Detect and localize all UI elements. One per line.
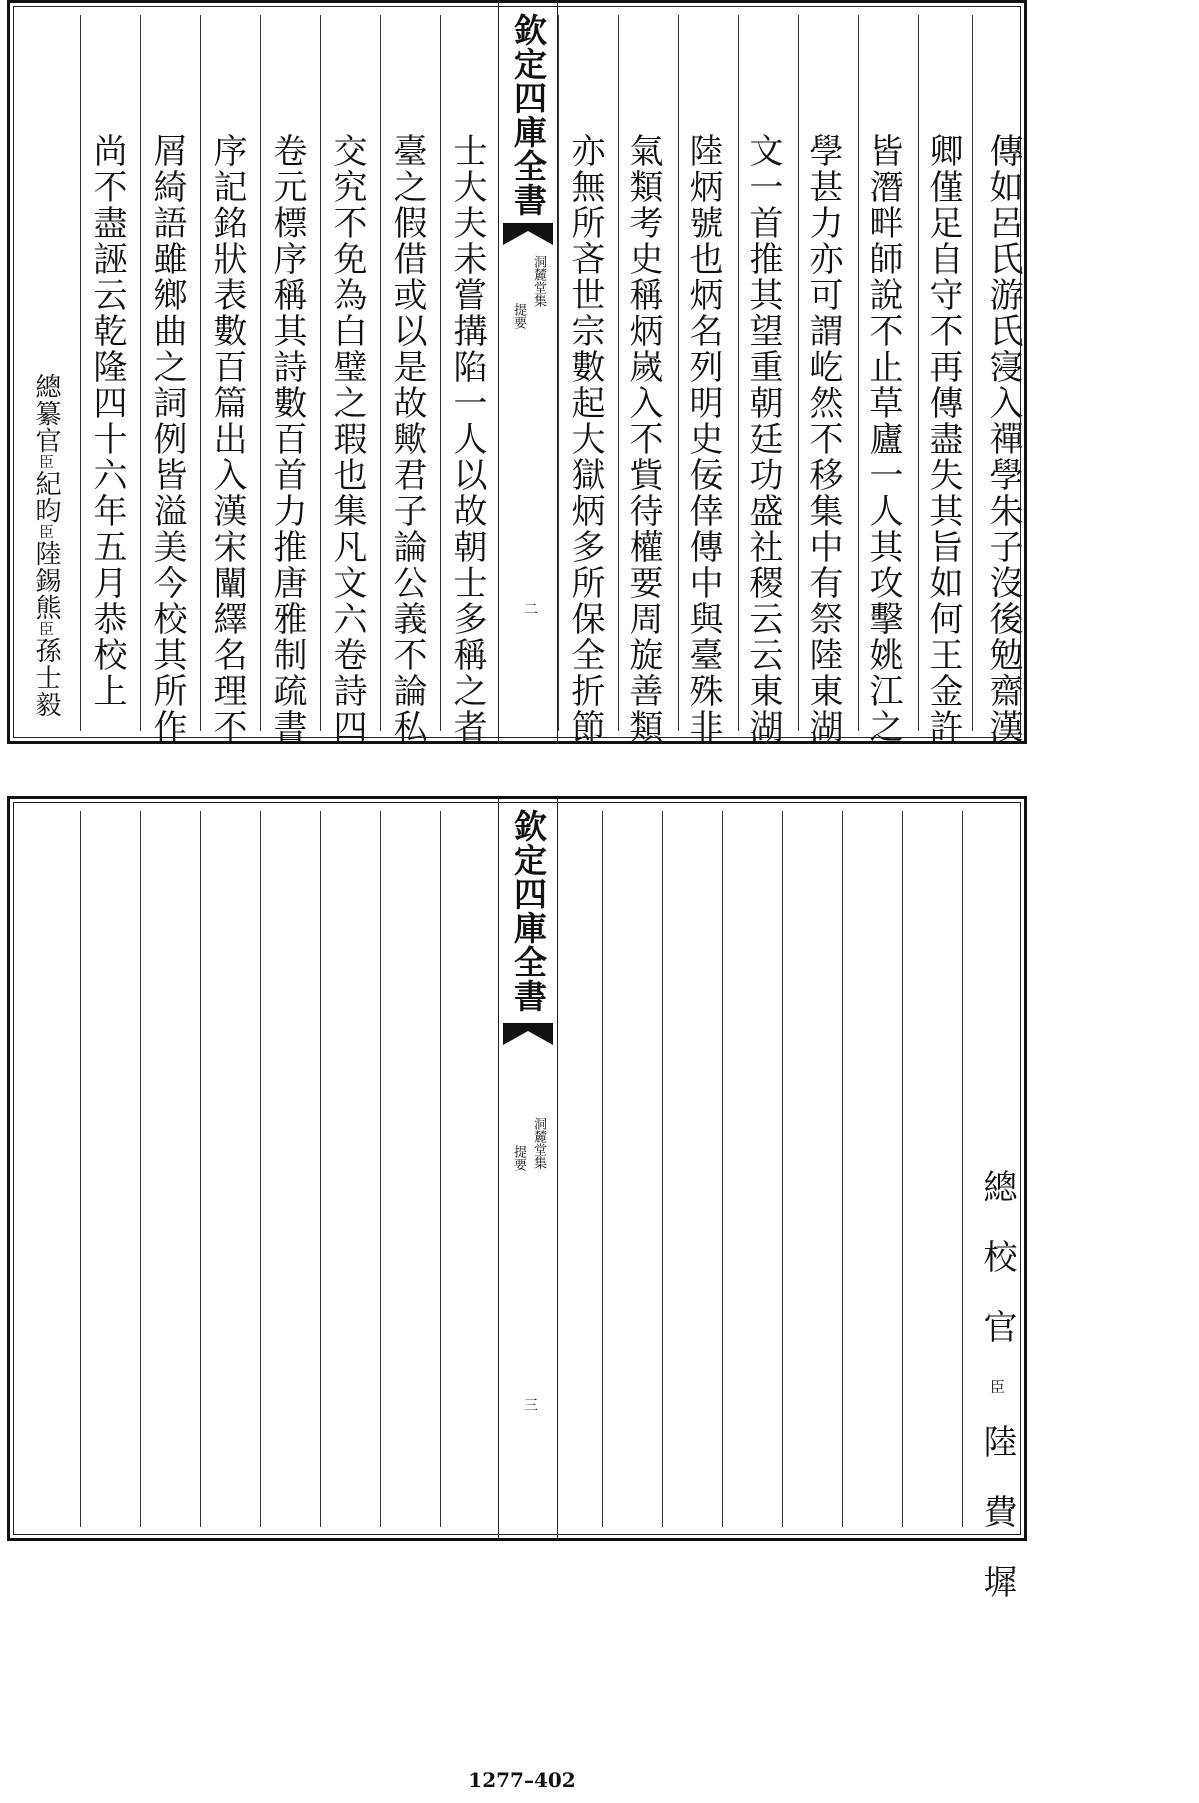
text-column: 臺之假借或以是故歟君子論公義不論私	[387, 133, 427, 745]
column-rule	[200, 15, 201, 731]
column-rule	[962, 811, 963, 1527]
signature-name: 陸費墀	[977, 1424, 1017, 1634]
signature-name: 陸錫熊	[31, 540, 61, 621]
text-column: 文一首推其望重朝廷功盛社稷云云東湖	[743, 133, 783, 745]
column-rule	[558, 15, 559, 731]
column-rule	[782, 811, 783, 1527]
text-column: 氣類考史稱炳嵗入不貲待權要周旋善類	[623, 133, 663, 745]
column-rule	[260, 811, 261, 1527]
column-rule	[320, 811, 321, 1527]
text-column: 交究不免為白璧之瑕也集凡文六卷詩四	[327, 133, 367, 745]
text-column: 尚不盡誣云乾隆四十六年五月恭校上	[87, 133, 127, 709]
column-rule	[662, 811, 663, 1527]
text-column: 學甚力亦可謂屹然不移集中有祭陸東湖	[803, 133, 843, 745]
column-rule	[722, 811, 723, 1527]
text-column: 序記銘狀表數百篇出入漢宋闡繹名理不	[207, 133, 247, 745]
column-rule	[320, 15, 321, 731]
column-rule	[260, 15, 261, 731]
chen-mark: 臣	[988, 1379, 1006, 1424]
column-rule	[140, 15, 141, 731]
chen-mark: 臣	[37, 621, 55, 637]
signature-title: 總纂官	[31, 373, 61, 454]
text-column: 皆潛畔師說不止草廬一人其攻擊姚江之	[863, 133, 903, 745]
center-strip	[498, 3, 558, 741]
text-column: 卿僅足自守不再傳盡失其旨如何王金許	[923, 133, 963, 745]
chen-mark: 臣	[37, 454, 55, 470]
column-rule	[80, 811, 81, 1527]
book-title: 欽定四庫全書	[509, 13, 548, 217]
signature-name: 紀昀	[31, 470, 61, 524]
column-rule	[440, 811, 441, 1527]
juan-title: 洞麓堂集	[531, 255, 546, 307]
book-title: 欽定四庫全書	[509, 809, 548, 1013]
column-rule	[440, 15, 441, 731]
column-rule	[140, 811, 141, 1527]
column-rule	[80, 15, 81, 731]
column-rule	[972, 15, 973, 731]
juan-subtitle: 提要	[511, 303, 526, 329]
juan-title: 洞麓堂集	[531, 1117, 546, 1169]
fish-tail-mark	[503, 223, 553, 245]
chen-mark: 臣	[37, 524, 55, 540]
juan-subtitle: 提要	[511, 1145, 526, 1171]
text-column: 士大夫未嘗搆陷一人以故朝士多稱之者	[447, 133, 487, 745]
signature-title: 總校官	[977, 1169, 1017, 1379]
proofreader-signature	[972, 1169, 1022, 1634]
page-number: 三	[524, 1398, 538, 1414]
text-column: 陸炳號也炳名列明史佞倖傳中與臺殊非	[683, 133, 723, 745]
column-rule	[902, 811, 903, 1527]
text-column: 傳如呂氏游氏寖入禪學朱子沒後勉齋漢	[983, 133, 1023, 745]
column-rule	[380, 15, 381, 731]
page-footer-label: 1277–402	[468, 1768, 576, 1792]
document-page-1	[7, 0, 1027, 744]
column-rule	[200, 811, 201, 1527]
signature-name: 孫士毅	[31, 637, 61, 718]
compiler-signature	[26, 373, 66, 718]
page-number: 二	[524, 602, 538, 618]
column-rule	[380, 811, 381, 1527]
center-strip	[498, 799, 558, 1538]
text-column: 屑綺語雖鄉曲之詞例皆溢美今校其所作	[147, 133, 187, 745]
document-page-2	[7, 796, 1027, 1634]
fish-tail-mark	[503, 1023, 553, 1045]
column-rule	[842, 811, 843, 1527]
text-column: 卷元標序稱其詩數百首力推唐雅制疏書	[267, 133, 307, 745]
text-column: 亦無所吝世宗數起大獄炳多所保全折節	[565, 133, 605, 745]
column-rule	[602, 811, 603, 1527]
